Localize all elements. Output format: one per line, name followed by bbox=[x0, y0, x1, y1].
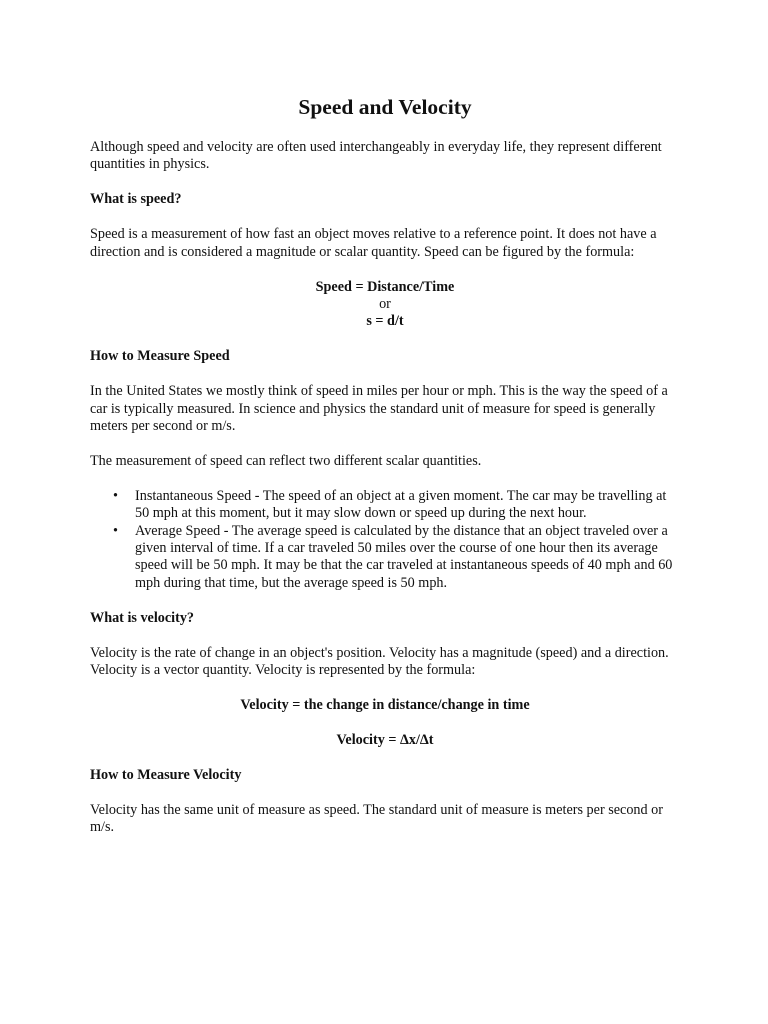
intro-paragraph: Although speed and velocity are often used interchangeably in everyday life, they represent different quantities in physics. bbox=[90, 139, 662, 173]
list-item bbox=[90, 523, 680, 593]
heading-how-to-measure-velocity: How to Measure Velocity bbox=[90, 766, 242, 783]
heading-how-to-measure-speed: How to Measure Speed bbox=[90, 348, 230, 365]
measure-velocity-paragraph: Velocity has the same unit of measure as speed. The standard unit of measure is meters per second or m/s. bbox=[90, 801, 663, 836]
list-item-text: Instantaneous Speed - The speed of an object at a given moment. The car may be travelling at 50 mph at this moment, but it may slow down or speed up during the next hour. bbox=[135, 487, 667, 522]
bullet-icon: • bbox=[113, 487, 118, 504]
speed-formula-words: Speed = Distance/Time bbox=[315, 278, 455, 295]
speed-types-list bbox=[90, 488, 680, 592]
page-title: Speed and Velocity bbox=[298, 95, 472, 119]
measure-speed-paragraph: In the United States we mostly think of speed in miles per hour or mph. This is the way the speed of a car is typically measured. In science and physics the standard unit of measure for speed is generally meters per second or m/s. bbox=[90, 383, 668, 434]
velocity-definition-paragraph: Velocity is the rate of change in an object's position. Velocity has a magnitude (speed) and a direction. Velocity is a vector quantity. Velocity is represented by the formula: bbox=[90, 644, 669, 679]
list-item bbox=[90, 488, 680, 523]
document-page bbox=[90, 94, 680, 854]
speed-definition-paragraph: Speed is a measurement of how fast an object moves relative to a reference point. It does not have a direction and is considered a magnitude or scalar quantity. Speed can be figured by the formula: bbox=[90, 226, 657, 260]
heading-what-is-velocity: What is velocity? bbox=[90, 609, 195, 626]
scalar-quantities-paragraph: The measurement of speed can reflect two different scalar quantities. bbox=[90, 452, 482, 469]
bullet-icon: • bbox=[113, 522, 118, 539]
velocity-formula-symbols: Velocity = Δx/Δt bbox=[336, 731, 434, 748]
speed-formula-block bbox=[90, 279, 680, 331]
velocity-formula-words: Velocity = the change in distance/change in time bbox=[240, 696, 530, 713]
speed-formula-symbols: s = d/t bbox=[366, 313, 404, 330]
speed-formula-or: or bbox=[379, 295, 391, 312]
heading-what-is-speed: What is speed? bbox=[90, 191, 182, 208]
list-item-text: Average Speed - The average speed is calculated by the distance that an object traveled over a given interval of time. If a car traveled 50 miles over the course of one hour then its average speed will be 50 mph. It may be that the car traveled at instantaneous speeds of 40 mph and 60 mph during that time, but the average speed is 50 mph. bbox=[135, 522, 673, 591]
